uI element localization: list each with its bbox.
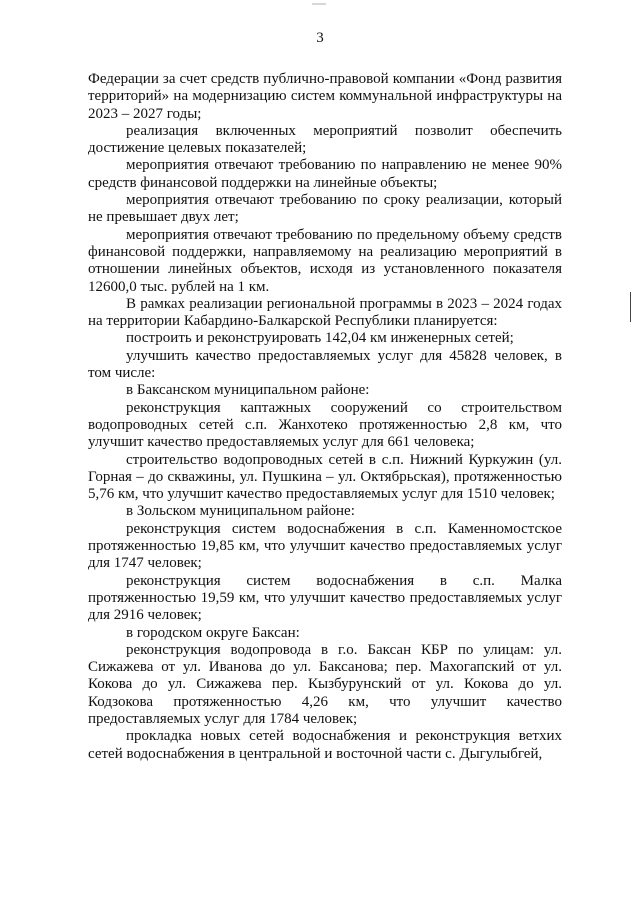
paragraph: мероприятия отвечают требованию по направлению не менее 90% средств финансовой поддержки на линейные объекты; xyxy=(88,157,562,191)
scan-artifact xyxy=(312,3,326,5)
page-number: 3 xyxy=(316,30,324,46)
paragraph: реконструкция систем водоснабжения в с.п. Каменномостское протяженностью 19,85 км, что улучшит качество предоставляемых услуг для 1747 человек; xyxy=(88,520,562,572)
paragraph: реконструкция водопровода в г.о. Баксан КБР по улицам: ул. Сижажева от ул. Иванова до ул. Баксанова; пер. Махогапский от ул. Кокова до ул. Сижажева пер. Кызбурунский от ул. Кокова до ул. Кодзокова протяженностью 4,26 км, что улучшит качество предоставляемых услуг для 1784 человек; xyxy=(88,641,562,727)
paragraph: улучшить качество предоставляемых услуг для 45828 человек, в том числе: xyxy=(88,347,562,382)
paragraph: прокладка новых сетей водоснабжения и реконструкция ветхих сетей водоснабжения в центральной и восточной части с. Дыгулыбгей, xyxy=(88,728,562,762)
paragraph: строительство водопроводных сетей в с.п. Нижний Куркужин (ул. Горная – до скважины, ул. Пушкина – ул. Октябрьская), протяженностью 5,76 км, что улучшит качество предоставляемых услуг для 1510 человек; xyxy=(88,451,562,503)
paragraph: реализация включенных мероприятий позволит обеспечить достижение целевых показателей; xyxy=(88,122,562,157)
section-heading: в Баксанском муниципальном районе: xyxy=(126,382,370,399)
paragraph: В рамках реализации региональной программы в 2023 – 2024 годах на территории Кабардино-Балкарской Республики планируется: xyxy=(88,295,562,330)
paragraph: мероприятия отвечают требованию по сроку реализации, который не превышает двух лет; xyxy=(88,192,562,226)
paragraph: реконструкция систем водоснабжения в с.п. Малка протяженностью 19,59 км, что улучшит качество предоставляемых услуг для 2916 человек; xyxy=(88,572,562,624)
paragraph: построить и реконструировать 142,04 км инженерных сетей; xyxy=(126,330,514,347)
section-heading: в Зольском муниципальном районе: xyxy=(126,503,355,520)
document-body xyxy=(88,71,562,763)
paragraph: мероприятия отвечают требованию по предельному объему средств финансовой поддержки, направляемому на реализацию мероприятий в отношении линейных объектов, исходя из установленного показателя 12600,0 тыс. рублей на 1 км. xyxy=(88,226,562,295)
section-heading: в городском округе Баксан: xyxy=(126,624,300,641)
paragraph: реконструкция каптажных сооружений со строительством водопроводных сетей с.п. Жанхотеко протяженностью 2,8 км, что улучшит качество предоставляемых услуг для 661 человека; xyxy=(88,399,562,451)
margin-mark xyxy=(630,292,631,322)
paragraph-continuation: Федерации за счет средств публично-правовой компании «Фонд развития территорий» на модернизацию систем коммунальной инфраструктуры на 2023 – 2027 годы; xyxy=(88,71,562,122)
